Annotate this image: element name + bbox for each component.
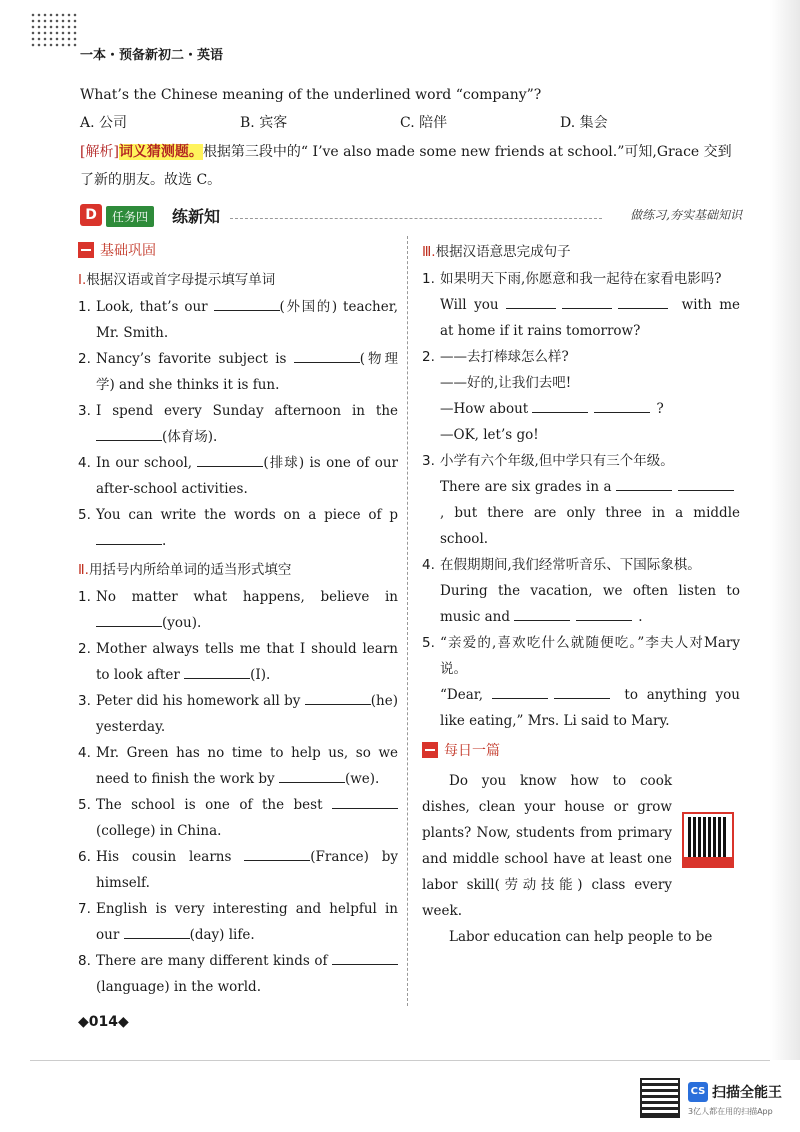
column-divider	[407, 236, 408, 1006]
answer-blank[interactable]	[332, 795, 398, 809]
part1-roman: Ⅰ.	[78, 272, 87, 288]
footer-divider	[30, 1060, 770, 1061]
part1-heading	[78, 268, 398, 288]
book-title: 一本・预备新初二・英语	[80, 48, 224, 63]
item-number: 5.	[78, 507, 91, 523]
answer-blank[interactable]	[678, 477, 734, 491]
answer-blank[interactable]	[305, 691, 371, 705]
part2-list	[78, 584, 398, 1000]
option-a: A. 公司	[80, 115, 128, 131]
item-number: 1.	[78, 299, 91, 315]
part2-title: 用括号内所给单词的适当形式填空	[88, 562, 292, 578]
scanner-app-name: 扫描全能王	[712, 1085, 782, 1101]
answer-blank[interactable]	[197, 453, 263, 467]
option-b: B. 宾客	[240, 115, 288, 131]
section-daily-title: 每日一篇	[444, 743, 500, 759]
part3-item	[422, 630, 740, 734]
item-text: His cousin learns (France) by himself.	[96, 849, 398, 891]
part2-item	[78, 584, 398, 636]
item-chinese: “亲爱的,喜欢吃什么就随便吃。”李夫人对Mary说。	[440, 635, 740, 677]
item-text: Mother always tells me that I should learn to look after (I).	[96, 641, 398, 683]
page-edge-shadow	[770, 0, 800, 1060]
answer-blank[interactable]	[506, 295, 556, 309]
part3-item	[422, 266, 740, 344]
answer-blank[interactable]	[618, 295, 668, 309]
part3-item	[422, 344, 740, 448]
item-chinese: 如果明天下雨,你愿意和我一起待在家看电影吗?	[440, 271, 722, 287]
item-number: 2.	[422, 349, 435, 365]
item-chinese-2: ——好的,让我们去吧!	[440, 375, 572, 391]
item-text: I spend every Sunday afternoon in the (体育场).	[96, 403, 398, 445]
part1-item	[78, 346, 398, 398]
item-english: During the vacation, we often listen to music and .	[440, 583, 740, 625]
item-chinese: ——去打棒球怎么样?	[440, 349, 569, 365]
item-number: 5.	[422, 635, 435, 651]
item-text	[440, 448, 740, 552]
answer-blank[interactable]	[532, 399, 588, 413]
answer-blank[interactable]	[96, 427, 162, 441]
option-d: D. 集会	[560, 115, 608, 131]
item-number: 8.	[78, 953, 91, 969]
answer-blank[interactable]	[184, 665, 250, 679]
part2-item	[78, 688, 398, 740]
minus-icon	[422, 742, 438, 758]
item-number: 4.	[78, 745, 91, 761]
section-basic-title: 基础巩固	[100, 243, 156, 259]
part2-item	[78, 636, 398, 688]
answer-blank[interactable]	[332, 951, 398, 965]
item-text: Nancy’s favorite subject is (物理学) and she thinks it is fun.	[96, 351, 398, 393]
answer-blank[interactable]	[594, 399, 650, 413]
answer-blank[interactable]	[96, 613, 162, 627]
part3-list	[422, 266, 740, 734]
answer-blank[interactable]	[514, 607, 570, 621]
part2-roman: Ⅱ.	[78, 562, 89, 578]
item-text: Peter did his homework all by (he) yesterday.	[96, 693, 398, 735]
minus-icon	[78, 242, 94, 258]
item-chinese: 小学有六个年级,但中学只有三个年级。	[440, 453, 674, 469]
item-text: No matter what happens, believe in (you).	[96, 589, 398, 631]
left-column	[78, 240, 398, 1000]
part1-title: 根据汉语或首字母提示填写单词	[86, 272, 276, 288]
part1-item	[78, 450, 398, 502]
scanner-tagline: 3亿人都在用的扫描App	[688, 1107, 773, 1116]
item-text: Look, that’s our (外国的) teacher, Mr. Smith.	[96, 299, 398, 341]
item-english: “Dear, to anything you like eating,” Mrs. Li said to Mary.	[440, 687, 740, 729]
item-number: 7.	[78, 901, 91, 917]
reading-paragraph-1: Do you know how to cook dishes, clean your house or grow plants? Now, students from primary and middle school have at least one labor skill(劳动技能) class every week.	[422, 773, 672, 919]
item-number: 1.	[78, 589, 91, 605]
task-divider	[230, 218, 602, 219]
item-number: 3.	[422, 453, 435, 469]
answer-blank[interactable]	[294, 349, 360, 363]
answer-analysis	[80, 138, 740, 194]
part2-item	[78, 740, 398, 792]
analysis-highlight: 词义猜测题。	[118, 144, 203, 160]
part1-item	[78, 398, 398, 450]
part1-list	[78, 294, 398, 554]
item-text: You can write the words on a piece of p.	[96, 507, 398, 549]
part3-item	[422, 448, 740, 552]
answer-blank[interactable]	[562, 295, 612, 309]
item-text: In our school, (排球) is one of our after-school activities.	[96, 455, 399, 497]
qr-pattern	[688, 817, 728, 857]
answer-blank[interactable]	[576, 607, 632, 621]
item-number: 2.	[78, 641, 91, 657]
item-number: 4.	[422, 557, 435, 573]
item-text: The school is one of the best (college) in China.	[96, 792, 398, 844]
answer-blank[interactable]	[616, 477, 672, 491]
qr-code-icon[interactable]	[682, 812, 734, 868]
part2-item	[78, 896, 398, 948]
item-number: 4.	[78, 455, 91, 471]
item-number: 1.	[422, 271, 435, 287]
item-number: 2.	[78, 351, 91, 367]
part1-item	[78, 294, 398, 346]
item-chinese: 在假期期间,我们经常听音乐、下国际象棋。	[440, 557, 701, 573]
header-dots-decoration	[30, 12, 78, 48]
item-number: 3.	[78, 693, 91, 709]
option-c: C. 陪伴	[400, 115, 448, 131]
part2-item	[78, 948, 398, 1000]
answer-blank[interactable]	[279, 769, 345, 783]
answer-blank[interactable]	[492, 685, 548, 699]
part3-title: 根据汉语意思完成句子	[435, 244, 571, 260]
task-header	[80, 204, 742, 230]
part1-item	[78, 502, 398, 554]
item-number: 3.	[78, 403, 91, 419]
scanner-logo: CS	[688, 1082, 708, 1102]
item-text: There are many different kinds of (language) in the world.	[96, 948, 398, 1000]
task-letter-badge: D	[80, 204, 102, 226]
item-text	[440, 552, 740, 630]
part3-heading	[422, 240, 740, 260]
task-subtitle: 做练习,夯实基础知识	[630, 208, 742, 222]
item-number: 6.	[78, 849, 91, 865]
qr-label-bar	[684, 857, 732, 866]
part3-item	[422, 552, 740, 630]
item-text	[440, 266, 740, 344]
analysis-body: 根据第三段中的“ I’ve also made some new friends at school.”可知,Grace 交到了新的朋友。故选 C。	[80, 144, 732, 188]
part2-item	[78, 844, 398, 896]
scanner-qr-icon[interactable]	[640, 1078, 680, 1118]
item-text	[440, 630, 740, 734]
item-number: 5.	[78, 797, 91, 813]
answer-blank[interactable]	[96, 531, 162, 545]
part2-item	[78, 792, 398, 844]
item-english: Will you with me at home if it rains tomorrow?	[440, 297, 740, 339]
page-number: ◆014◆	[78, 1014, 129, 1030]
item-text: English is very interesting and helpful in our (day) life.	[96, 901, 398, 943]
part3-roman: Ⅲ.	[422, 244, 436, 260]
reading-paragraph-2: Labor education can help people to be	[449, 929, 713, 945]
section-basic	[78, 240, 398, 260]
section-daily	[422, 740, 740, 760]
item-english: —How about ?	[440, 401, 664, 417]
item-english: There are six grades in a , but there are only three in a middle school.	[440, 479, 740, 547]
answer-blank[interactable]	[214, 297, 280, 311]
item-text	[440, 344, 740, 448]
item-text: Mr. Green has no time to help us, so we need to finish the work by (we).	[96, 745, 398, 787]
answer-blank[interactable]	[124, 925, 190, 939]
answer-blank[interactable]	[554, 685, 610, 699]
question-options	[80, 112, 740, 132]
analysis-tag: [解析]	[80, 144, 119, 160]
task-number-label: 任务四	[106, 206, 154, 227]
task-name: 练新知	[172, 207, 221, 226]
item-english-2: —OK, let’s go!	[440, 427, 539, 443]
question-text: What’s the Chinese meaning of the underlined word “company”?	[80, 87, 542, 103]
answer-blank[interactable]	[244, 847, 310, 861]
part2-heading	[78, 558, 398, 578]
